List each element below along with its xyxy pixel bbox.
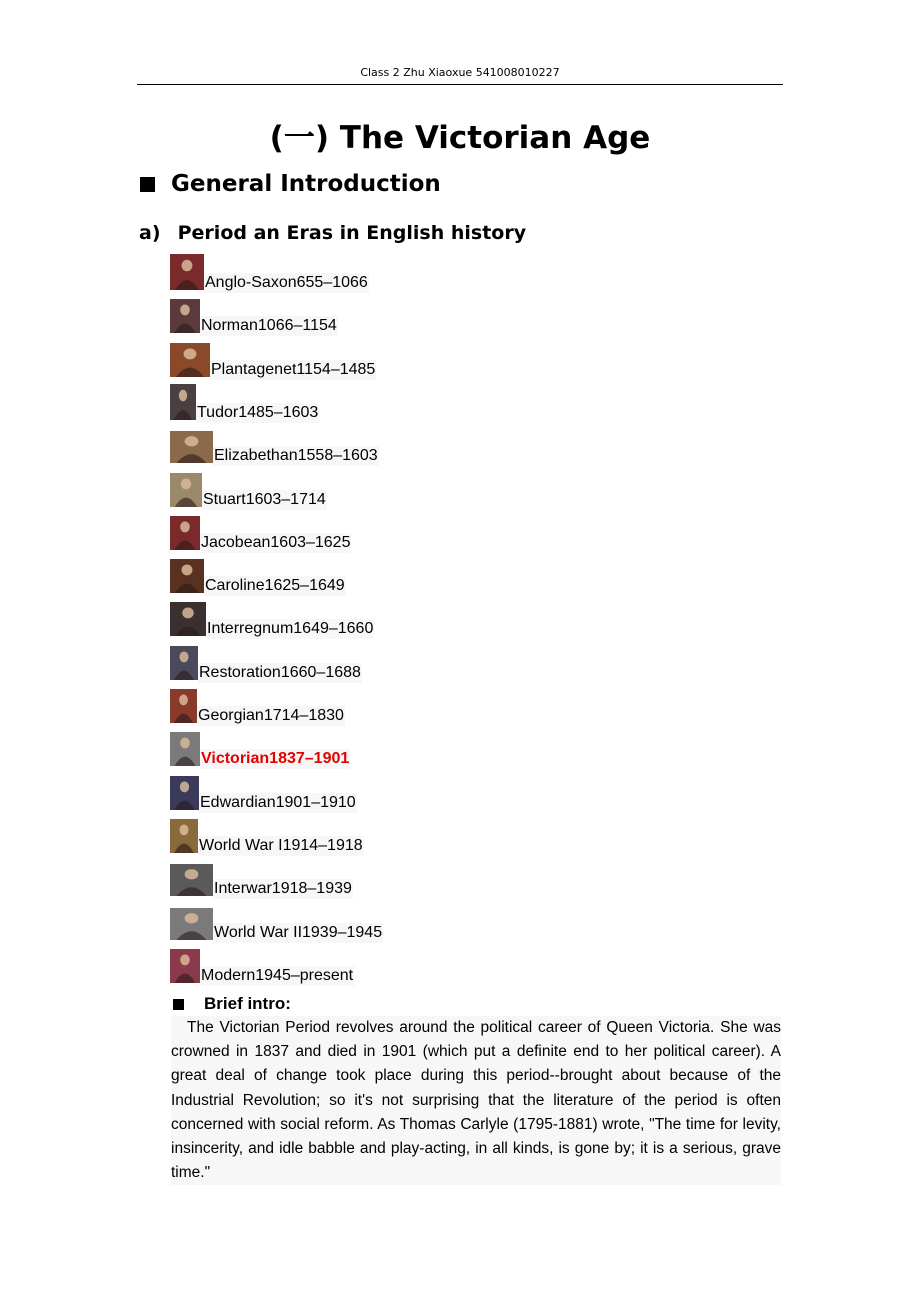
portrait-norman-king-icon (170, 299, 200, 333)
era-item (170, 472, 327, 510)
portrait-cromwell-icon (170, 602, 206, 636)
portrait-caroline-icon (170, 559, 204, 593)
era-item (170, 515, 351, 553)
section-heading (140, 168, 441, 200)
era-item (170, 905, 383, 943)
portrait-plantagenet-icon (170, 343, 210, 377)
era-label: Victorian1837–1901 (201, 750, 350, 767)
portrait-georgian-icon (170, 689, 197, 723)
era-item (170, 645, 362, 683)
era-label: World War II1939–1945 (214, 924, 383, 941)
ww2-battleship-photo-icon (170, 908, 213, 940)
portrait-elizabeth-icon (170, 431, 213, 463)
page-header (137, 66, 783, 85)
era-label: Plantagenet1154–1485 (211, 361, 376, 378)
portrait-tudor-king-icon (170, 384, 196, 420)
era-label: Tudor1485–1603 (197, 404, 319, 421)
subsection-heading-text: Period an Eras in English history (177, 222, 527, 244)
era-item (170, 688, 345, 726)
brief-heading-text: Brief intro: (204, 994, 291, 1013)
era-label: Caroline1625–1649 (205, 577, 345, 594)
ww1-poster-icon (170, 819, 198, 853)
era-label: Jacobean1603–1625 (201, 534, 351, 551)
page-title: (一) The Victorian Age (269, 120, 651, 156)
era-item (170, 731, 350, 769)
era-label: Norman1066–1154 (201, 317, 337, 334)
brief-paragraph: The Victorian Period revolves around the political career of Queen Victoria. She was crowned in 1837 and died in 1901 (which put a definite end to her political career). A great deal of change took place during this period--brought about because of the Industrial Revolution; so it's not surprising that the literature of the period is often concerned with social reform. As Thomas Carlyle (1795-1881) wrote, "The time for levity, insincerity, and idle babble and play-acting, in all kinds, is gone by; it is a serious, grave time." (171, 1016, 781, 1185)
era-label: Interwar1918–1939 (214, 880, 352, 897)
era-label: Interregnum1649–1660 (207, 620, 374, 637)
era-item (170, 428, 379, 466)
subsection-marker: a) (139, 222, 161, 244)
era-item (170, 342, 376, 380)
era-label: Anglo-Saxon655–1066 (205, 274, 368, 291)
era-label: Modern1945–present (201, 967, 354, 984)
era-item (170, 861, 353, 899)
portrait-king-red-robe-icon (170, 254, 204, 290)
portrait-jacobean-icon (170, 516, 200, 550)
era-item (170, 775, 357, 813)
era-item (170, 818, 364, 856)
portrait-stuart-icon (170, 473, 202, 507)
portrait-edward-icon (170, 776, 199, 810)
portrait-modern-queen-icon (170, 949, 200, 983)
era-item (170, 601, 374, 639)
era-label: Georgian1714–1830 (198, 707, 344, 724)
square-bullet-icon (140, 177, 155, 192)
header-text: Class 2 Zhu Xiaoxue 541008010227 (360, 66, 560, 79)
portrait-victoria-icon (170, 732, 200, 766)
era-item (170, 298, 338, 336)
era-item (170, 558, 346, 596)
era-item (170, 385, 319, 423)
portrait-restoration-icon (170, 646, 198, 680)
subsection-heading (139, 219, 526, 247)
era-item (170, 948, 354, 986)
era-item (170, 255, 369, 293)
era-label: Edwardian1901–1910 (200, 794, 356, 811)
era-label: World War I1914–1918 (199, 837, 363, 854)
square-bullet-icon (173, 999, 184, 1010)
era-label: Restoration1660–1688 (199, 664, 361, 681)
interwar-crowd-photo-icon (170, 864, 213, 896)
era-label: Elizabethan1558–1603 (214, 447, 378, 464)
section-heading-text: General Introduction (171, 171, 441, 197)
brief-heading (173, 993, 291, 1015)
era-label: Stuart1603–1714 (203, 491, 326, 508)
